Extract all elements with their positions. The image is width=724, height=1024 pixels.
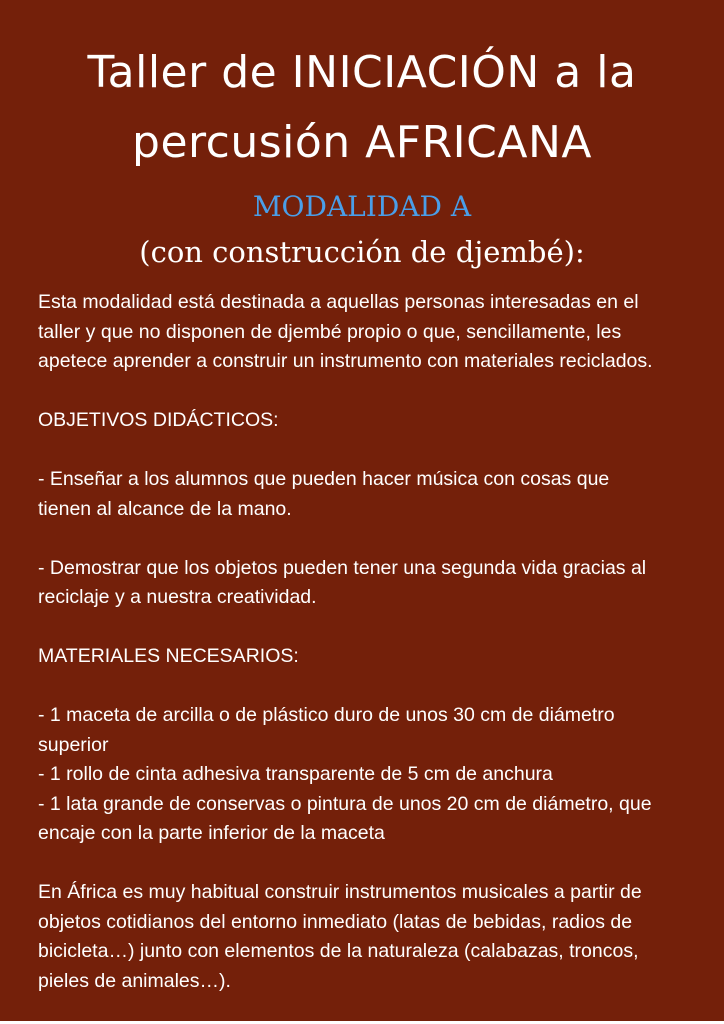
spacer: [38, 524, 718, 554]
material-line: - 1 lata grande de conservas o pintura de unos 20 cm de diámetro, que: [38, 792, 652, 815]
modalidad-heading: MODALIDAD A: [252, 190, 472, 223]
material-line: - 1 rollo de cinta adhesiva transparente de 5 cm de anchura: [38, 763, 553, 785]
intro-line: taller y que no disponen de djembé propio o que, sencillamente, les: [38, 320, 622, 343]
spacer: [38, 672, 718, 702]
spacer: [38, 436, 718, 466]
material-line: superior: [38, 733, 109, 756]
title-line-1: Taller de INICIACIÓN a la: [87, 47, 637, 98]
objetivo-item-1-line: tienen al alcance de la mano.: [38, 497, 292, 520]
subtitle: (con construcción de djembé):: [139, 235, 585, 269]
closing-line: objetos cotidianos del entorno inmediato (latas de bebidas, radios de: [38, 910, 633, 933]
material-line: - 1 maceta de arcilla o de plástico duro de unos 30 cm de diámetro: [38, 704, 615, 726]
objetivos-heading: OBJETIVOS DIDÁCTICOS:: [38, 409, 279, 431]
spacer: [38, 849, 718, 879]
objetivo-item-2-line: reciclaje y a nuestra creatividad.: [38, 586, 317, 608]
title-line-2: percusión AFRICANA: [132, 117, 592, 168]
spacer: [38, 613, 718, 643]
material-line: encaje con la parte inferior de la maceta: [38, 822, 385, 844]
body-text: [38, 288, 718, 996]
intro-line: apetece aprender a construir un instrumento con materiales reciclados.: [38, 350, 653, 372]
objetivo-item-2-line: - Demostrar que los objetos pueden tener una segunda vida gracias al: [38, 556, 647, 579]
spacer: [38, 377, 718, 407]
page-title: [0, 38, 724, 178]
materiales-heading: MATERIALES NECESARIOS:: [38, 645, 299, 667]
closing-line: pieles de animales…).: [38, 969, 231, 992]
objetivo-item-1-line: - Enseñar a los alumnos que pueden hacer música con cosas que: [38, 468, 610, 490]
intro-line: Esta modalidad está destinada a aquellas personas interesadas en el: [38, 291, 639, 313]
closing-line: bicicleta…) junto con elementos de la naturaleza (calabazas, troncos,: [38, 940, 639, 962]
closing-line: En África es muy habitual construir instrumentos musicales a partir de: [38, 881, 642, 903]
